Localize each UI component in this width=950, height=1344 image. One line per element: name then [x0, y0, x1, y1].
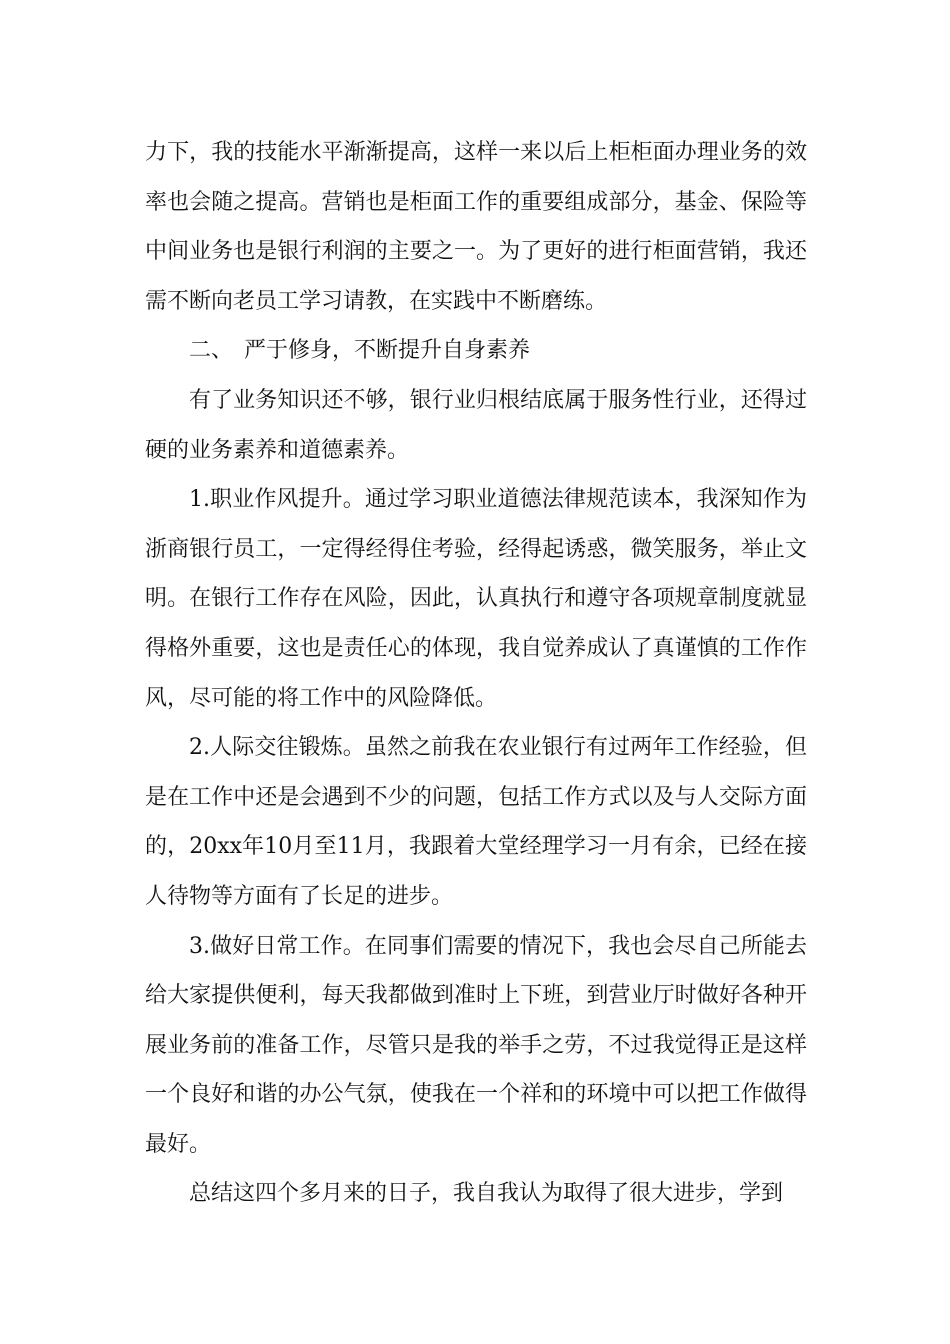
- paragraph-item-3: 3.做好日常工作。在同事们需要的情况下，我也会尽自己所能去给大家提供便利，每天我都做到准时上下班，到营业厅时做好各种开展业务前的准备工作，尽管只是我的举手之劳，不过我觉得正是这样一个良好和谐的办公气氛，使我在一个祥和的环境中可以把工作做得最好。: [145, 933, 807, 1157]
- paragraph-continuation: 力下，我的技能水平渐渐提高，这样一来以后上柜柜面办理业务的效率也会随之提高。营销也是柜面工作的重要组成部分，基金、保险等中间业务也是银行利润的主要之一。为了更好的进行柜面营销，我还需不断向老员工学习请教，在实践中不断磨练。: [145, 140, 807, 314]
- paragraph-summary: 总结这四个多月来的日子，我自我认为取得了很大进步，学到: [189, 1181, 784, 1207]
- paragraph-item-1: 1.职业作风提升。通过学习职业道德法律规范读本，我深知作为浙商银行员工，一定得经得住考验，经得起诱惑，微笑服务，举止文明。在银行工作存在风险，因此，认真执行和遵守各项规章制度就显得格外重要，这也是责任心的体现，我自觉养成认了真谨慎的工作作风，尽可能的将工作中的风险降低。: [145, 487, 807, 711]
- paragraph-intro: 有了业务知识还不够，银行业归根结底属于服务性行业，还得过硬的业务素养和道德素养。: [145, 387, 807, 463]
- paragraph-item-2: 2.人际交往锻炼。虽然之前我在农业银行有过两年工作经验，但是在工作中还是会遇到不少的问题，包括工作方式以及与人交际方面的，20xx年10月至11月，我跟着大堂经理学习一月有余，已经在接人待物等方面有了长足的进步。: [145, 735, 807, 909]
- section-heading: 二、 严于修身，不断提升自身素养: [189, 338, 531, 364]
- document-body: [145, 128, 807, 1219]
